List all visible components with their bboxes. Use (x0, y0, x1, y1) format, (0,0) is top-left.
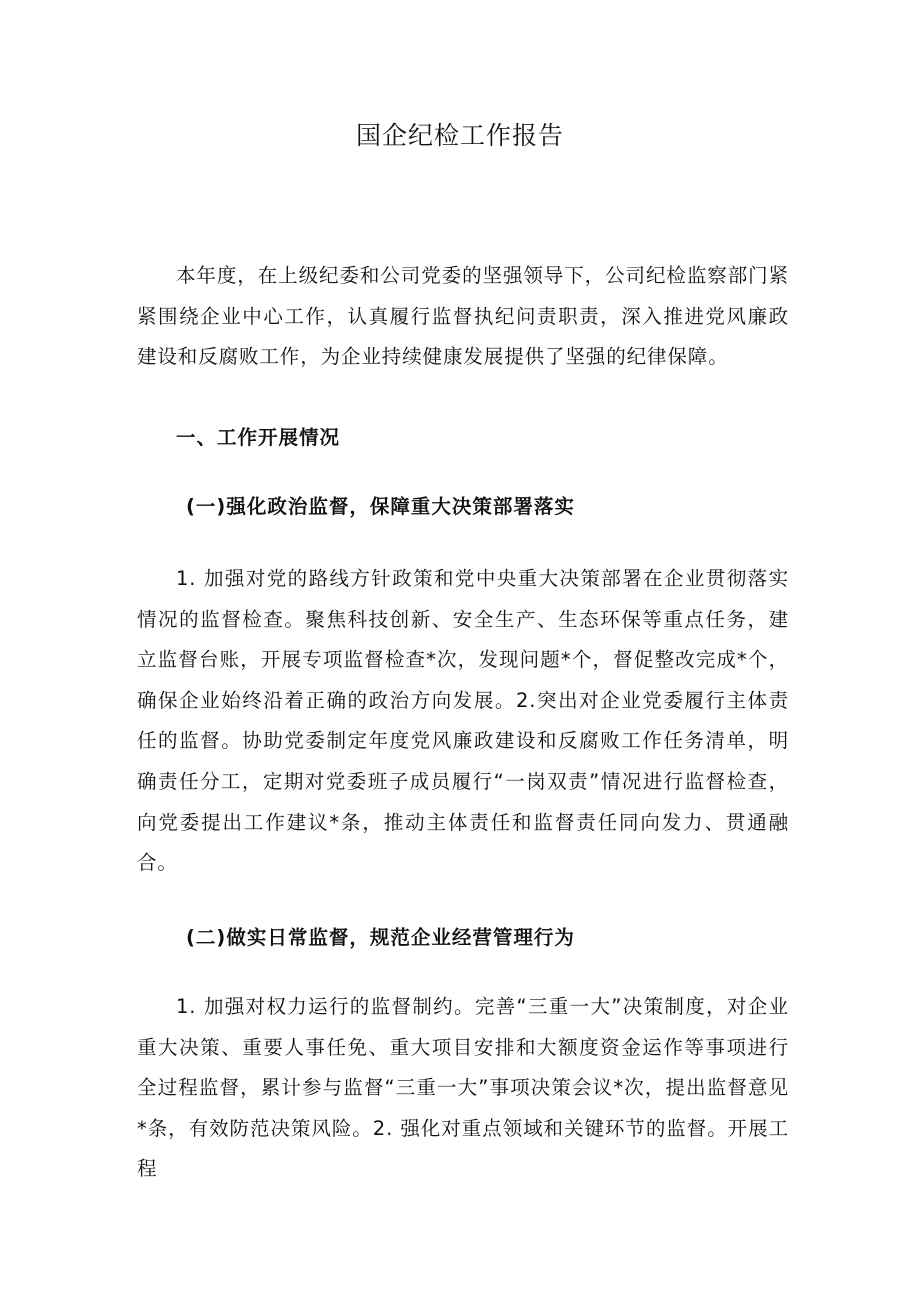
subsection-2-paragraph: 1. 加强对权力运行的监督制约。完善“三重一大”决策制度，对企业重大决策、重要人事任免、重大项目安排和大额度资金运作等事项进行全过程监督，累计参与监督“三重一大”事项决策会议*次，提出监督意见*条，有效防范决策风险。2. 强化对重点领域和关键环节的监督。开展工程 (137, 995, 789, 1181)
subsection-heading-daily-supervision: (二)做实日常监督，规范企业经营管理行为 (186, 926, 575, 949)
document-title: 国企纪检工作报告 (355, 121, 564, 150)
intro-paragraph: 本年度，在上级纪委和公司党委的坚强领导下，公司纪检监察部门紧紧围绕企业中心工作，认真履行监督执纪问责职责，深入推进党风廉政建设和反腐败工作，为企业持续健康发展提供了坚强的纪律保障。 (137, 264, 789, 369)
subsection-1-paragraph: 1. 加强对党的路线方针政策和党中央重大决策部署在企业贯彻落实情况的监督检查。聚焦科技创新、安全生产、生态环保等重点任务，建立监督台账，开展专项监督检查*次，发现问题*个，督促整改完成*个，确保企业始终沿着正确的政治方向发展。2.突出对企业党委履行主体责任的监督。协助党委制定年度党风廉政建设和反腐败工作任务清单，明确责任分工，定期对党委班子成员履行“一岗双责”情况进行监督检查，向党委提出工作建议*条，推动主体责任和监督责任同向发力、贯通融合。 (137, 567, 789, 875)
subsection-heading-political-supervision: (一)强化政治监督，保障重大决策部署落实 (186, 495, 575, 518)
section-heading-work-progress: 一、工作开展情况 (176, 426, 341, 449)
